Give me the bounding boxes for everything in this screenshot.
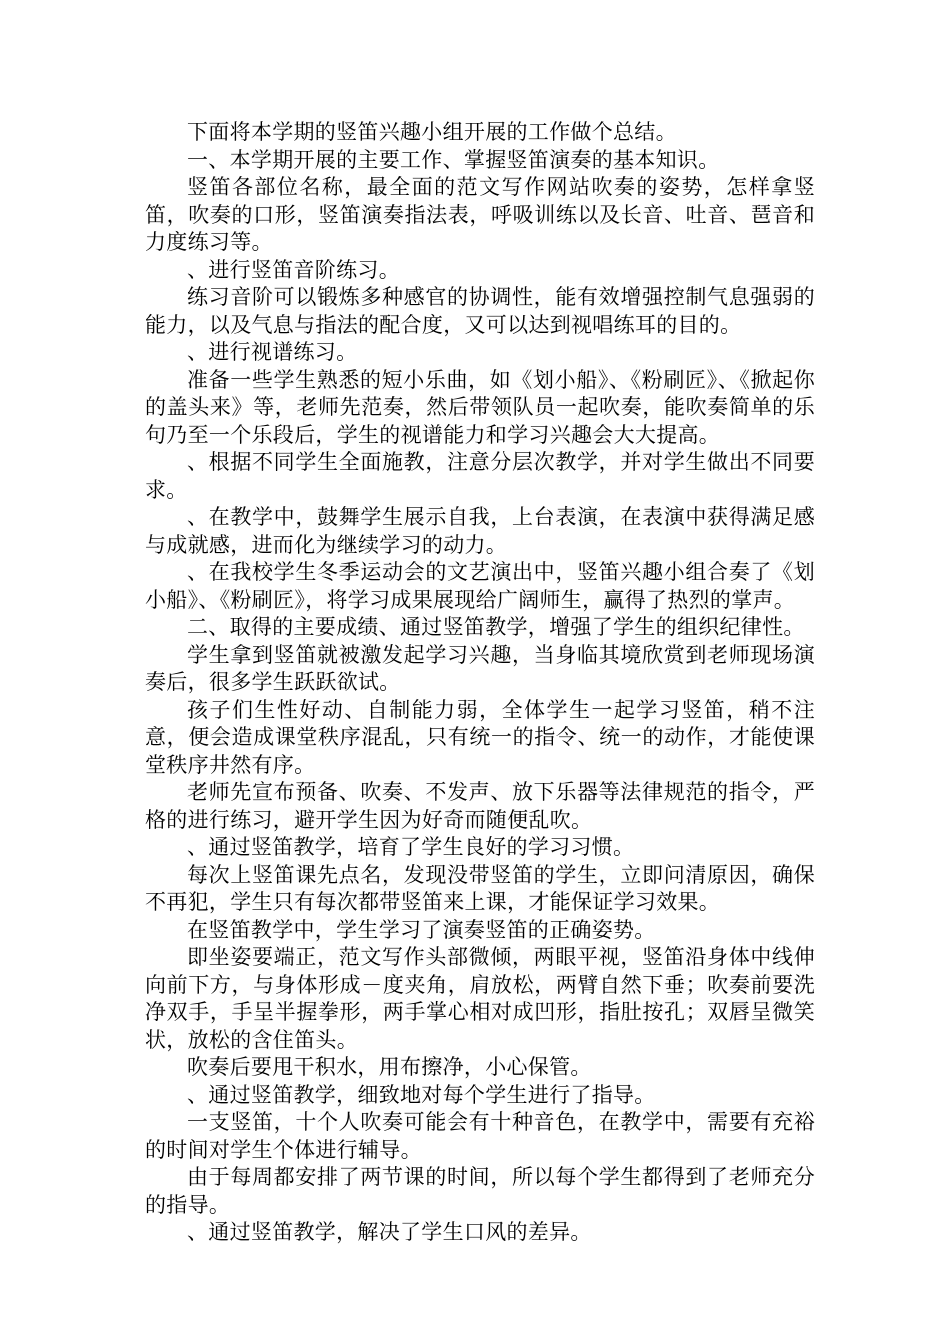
paragraph: 、进行视谱练习。 (187, 340, 358, 364)
paragraph: 由于每周都安排了两节课的时间，所以每个学生都得到了老师充分的指导。 (145, 1165, 815, 1217)
paragraph: 竖笛各部位名称，最全面的范文写作网站吹奏的姿势，怎样拿竖笛，吹奏的口形，竖笛演奏指法表，呼吸训练以及长音、吐音、琶音和力度练习等。 (145, 175, 815, 254)
paragraph: 每次上竖笛课先点名，发现没带竖笛的学生，立即问清原因，确保不再犯，学生只有每次都带竖笛来上课，才能保证学习效果。 (145, 862, 815, 914)
paragraph: 、在我校学生冬季运动会的文艺演出中，竖笛兴趣小组合奏了《划小船》、《粉刷匠》，将学习成果展现给广阔师生，赢得了热烈的掌声。 (145, 560, 815, 612)
paragraph: 老师先宣布预备、吹奏、不发声、放下乐器等法律规范的指令，严格的进行练习，避开学生因为好奇而随便乱吹。 (145, 780, 815, 832)
paragraph: 吹奏后要甩干积水，用布擦净，小心保管。 (187, 1055, 592, 1079)
paragraph: 、在教学中，鼓舞学生展示自我，上台表演，在表演中获得满足感与成就感，进而化为继续学习的动力。 (145, 505, 815, 557)
paragraph: 一、本学期开展的主要工作、掌握竖笛演奏的基本知识。 (187, 147, 720, 172)
document-body (145, 119, 815, 1247)
paragraph: 练习音阶可以锻炼多种感官的协调性，能有效增强控制气息强弱的能力，以及气息与指法的配合度，又可以达到视唱练耳的目的。 (145, 285, 815, 337)
paragraph: 学生拿到竖笛就被激发起学习兴趣，当身临其境欣赏到老师现场演奏后，很多学生跃跃欲试。 (145, 642, 815, 694)
paragraph: 下面将本学期的竖笛兴趣小组开展的工作做个总结。 (187, 120, 677, 144)
paragraph: 、进行竖笛音阶练习。 (187, 257, 400, 282)
paragraph: 、通过竖笛教学，细致地对每个学生进行了指导。 (187, 1082, 656, 1107)
paragraph: 二、取得的主要成绩、通过竖笛教学，增强了学生的组织纪律性。 (187, 615, 805, 639)
paragraph: 、通过竖笛教学，培育了学生良好的学习习惯。 (187, 835, 635, 859)
paragraph: 、根据不同学生全面施教，注意分层次教学，并对学生做出不同要求。 (145, 450, 815, 502)
paragraph: 即坐姿要端正，范文写作头部微倾，两眼平视，竖笛沿身体中线伸向前下方，与身体形成－度夹角，肩放松，两臂自然下垂；吹奏前要洗净双手，手呈半握拳形，两手掌心相对成凹形，指肚按孔；双唇呈微笑状，放松的含住笛头。 (145, 945, 815, 1052)
paragraph: 在竖笛教学中，学生学习了演奏竖笛的正确姿势。 (187, 917, 656, 942)
paragraph: 、通过竖笛教学，解决了学生口风的差异。 (187, 1220, 592, 1244)
paragraph: 一支竖笛，十个人吹奏可能会有十种音色，在教学中，需要有充裕的时间对学生个体进行辅导。 (145, 1110, 815, 1162)
paragraph: 准备一些学生熟悉的短小乐曲，如《划小船》、《粉刷匠》、《掀起你的盖头来》等，老师先范奏，然后带领队员一起吹奏，能吹奏简单的乐句乃至一个乐段后，学生的视谱能力和学习兴趣会大大提高。 (145, 367, 815, 447)
paragraph: 孩子们生性好动、自制能力弱，全体学生一起学习竖笛，稍不注意，便会造成课堂秩序混乱，只有统一的指令、统一的动作，才能使课堂秩序井然有序。 (145, 697, 815, 777)
